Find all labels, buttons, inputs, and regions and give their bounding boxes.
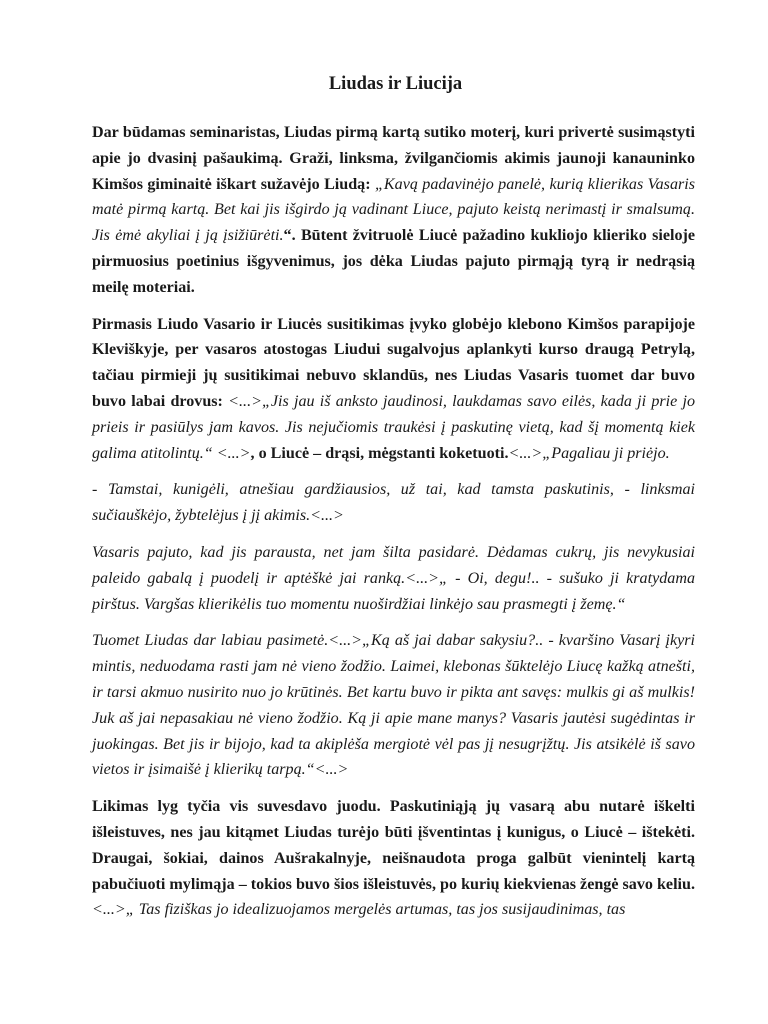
paragraph-2 [92,312,695,467]
paragraph-6 [92,794,695,923]
paragraph-1-quote: „Kavą padavinėjo panelė, kurią klierikas Vasaris matė pirmą kartą. Bet kai jis išgirdo ją vadinant Liuce, pajuto keistą nerimastį ir smalsumą. Jis ėmė akyliai į ją įsižiūrėti. [92,175,695,245]
paragraph-2-middle: , o Liucė – drąsi, mėgstanti koketuoti. [250,444,509,462]
paragraph-4: Vasaris pajuto, kad jis parausta, net jam šilta pasidarė. Dėdamas cukrų, jis nevykusiai paleido gabalą į puodelį ir aptėškė jai ranką.<...>„ - Oi, degu!.. - sušuko ji kratydama pirštus. Vargšas klierikėlis tuo momentu nuoširdžiai linkėjo sau prasmegti į žemę.“ [92,543,695,613]
paragraph-5: Tuomet Liudas dar labiau pasimetė.<...>„Ką aš jai dabar sakysiu?.. - kvaršino Vasarį įkyri mintis, neduodama rasti jam nė vieno žodžio. Laimei, klebonas šūktelėjo Liucę kažką atnešti, ir tarsi akmuo nusirito nuo jo krūtinės. Bet kartu buvo ir pikta ant savęs: mulkis gi aš mulkis! Juk aš jai nepasakiau nė vieno žodžio. Ką ji apie mane manys? Vasaris jautėsi sugėdintas ir juokingas. Bet jis ir bijojo, kad ta akiplėša mergiotė vėl pas jį nesugrįžtų. Jis atsikėlė iš savo vietos ir įsimaišė į klierikų tarpą.“<...> [92,632,695,779]
paragraph-2-quote: <...>„Jis jau iš anksto jaudinosi, laukdamas savo eilės, kada ji prie jo prieis ir pasiūlys jam kavos. Jis nejučiomis traukėsi į paskutinę vietą, kad šį momentą kiek galima atitolintų.“ <...> [92,392,695,462]
paragraph-2-intro: Pirmasis Liudo Vasario ir Liucės susitikimas įvyko globėjo klebono Kimšos parapijoje Kleviškyje, per vasaros atostogas Liudui sugalvojus aplankyti kurso draugą Petrylą, tačiau pirmieji jų susitikimai nebuvo sklandūs, nes Liudas Vasaris tuomet dar buvo buvo labai drovus: [92,315,695,410]
paragraph-2-quote-end: <...>„Pagaliau ji priėjo. [508,444,670,462]
paragraph-1-outro: “. Būtent žvitruolė Liucė pažadino kukliojo klieriko sieloje pirmuosius poetinius išgyvenimus, jos dėka Liudas pajuto pirmąją tyrą ir nedrąsią meilę moteriai. [92,227,695,296]
paragraph-6-quote: <...>„ Tas fiziškas jo idealizuojamos mergelės artumas, tas jos susijaudinimas, tas [92,901,626,919]
paragraph-1-intro: Dar būdamas seminaristas, Liudas pirmą kartą sutiko moterį, kuri privertė susimąstyti apie jo dvasinį pašaukimą. Graži, linksma, žvilgančiomis akimis jaunoji kanauninko Kimšos giminaitė iškart sužavėjo Liudą: [92,124,695,193]
paragraph-1 [92,120,695,301]
paragraph-3: - Tamstai, kunigėli, atnešiau gardžiausios, už tai, kad tamsta paskutinis, - linksmai sučiauškėjo, žybtelėjus į jį akimis.<...> [92,481,695,525]
paragraph-6-intro: Likimas lyg tyčia vis suvesdavo juodu. Paskutiniąją jų vasarą abu nutarė iškelti išleistuves, nes jau kitąmet Liudas turėjo būti įšventintas į kunigus, o Liucė – ištekėti. Draugai, šokiai, dainos Aušrakalnyje, neišnaudota proga galbūt vienintelį kartą pabučiuoti mylimąja – tokios buvo šios išleistuvės, po kurių kiekvienas žengė savo keliu. [92,798,695,893]
page-title: Liudas ir Liucija [328,74,463,94]
